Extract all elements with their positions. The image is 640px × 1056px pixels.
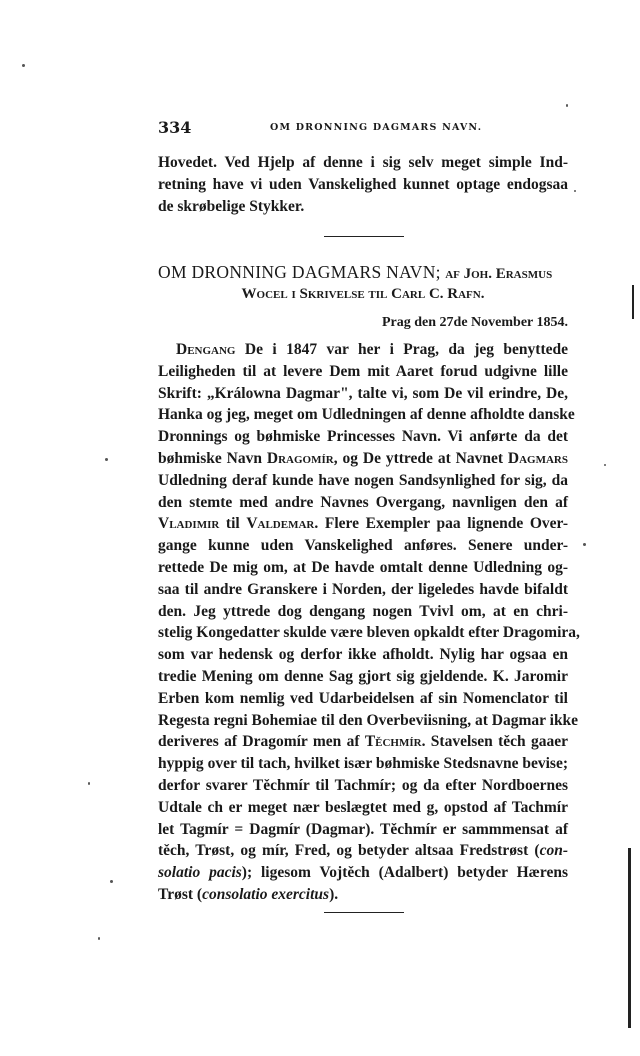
article-subtitle: Wocel i Skrivelse til Carl C. Rafn. <box>241 286 485 302</box>
text-line: bøhmiske Navn Dragomír, og De yttrede at Navnet Dagmars <box>158 449 568 467</box>
text-line: Udledning deraf kunde have nogen Sandsynlighed for sig, da <box>158 471 568 489</box>
text-line: Leiligheden til at levere Dem mit Aaret forud udgivne lille <box>158 362 568 380</box>
text-line: saa til andre Granskere i Norden, der ligeledes havde bifaldt <box>158 580 568 598</box>
text-line: som var hedensk og derfor ikke afholdt. Nylig har ogsaa en <box>158 646 568 664</box>
scan-speck <box>88 782 90 785</box>
text-line: Dengang De i 1847 var her i Prag, da jeg benyttede <box>176 341 568 358</box>
text-line: tredie Mening om denne Sag gjort sig gjeldende. K. Jaromir <box>158 667 568 685</box>
text-line: den. Jeg yttrede dog dengang nogen Tvivl om, at en chri- <box>158 602 568 620</box>
section-divider <box>324 236 404 237</box>
text-line: derfor svarer Těchmír til Tachmír; og da efter Nordboernes <box>158 776 568 794</box>
text-line: Erben kom nemlig ved Udarbeidelsen af sin Nomenclator til <box>158 689 568 707</box>
scan-speck <box>566 104 568 107</box>
scan-speck <box>583 543 586 546</box>
running-title: OM DRONNING DAGMARS NAVN. <box>270 122 483 133</box>
text-line: Trøst (consolatio exercitus). <box>158 885 339 903</box>
text-line: den stemte med andre Navnes Overgang, navnligen den af <box>158 493 568 511</box>
article-dateline: Prag den 27de November 1854. <box>382 315 568 330</box>
page-edge-mark <box>632 285 634 319</box>
text-line: těch, Trøst, og mír, Fred, og betyder altsaa Fredstrøst (con- <box>158 842 568 860</box>
text-line: Hanka og jeg, meget om Udledningen af denne afholdte danske <box>158 406 575 424</box>
article-title <box>158 262 568 283</box>
scan-speck <box>98 937 100 940</box>
page-number: 334 <box>158 118 192 137</box>
text-line: Vladimir til Valdemar. Flere Exempler paa lignende Over- <box>158 515 568 533</box>
text-line: Hovedet. Ved Hjelp af denne i sig selv meget simple Ind- <box>158 154 568 171</box>
text-line: solatio pacis); ligesom Vojtěch (Adalbert) betyder Hærens <box>158 864 568 882</box>
text-line: Skrift: „Králowna Dagmar", talte vi, som De vil erindre, De, <box>158 384 568 402</box>
intro-paragraph <box>158 152 568 217</box>
text-line: hyppig over til tach, hvilket især bøhmiske Stedsnavne bevise; <box>158 755 568 773</box>
text-line: let Tagmír = Dagmír (Dagmar). Těchmír er sammmensat af <box>158 820 568 838</box>
text-line: gange kunne uden Vanskelighed anføres. Senere under- <box>158 537 568 555</box>
page-edge-mark <box>628 848 631 1028</box>
text-line: Dronnings og bøhmiske Princesses Navn. Vi anførte da det <box>158 428 568 446</box>
article-body <box>158 339 580 906</box>
text-line: Regesta regni Bohemiae til den Overbeviisning, at Dagmar ikke <box>158 711 579 729</box>
section-divider-end <box>324 912 404 913</box>
text-line: Udtale ch er meget nær beslægtet med g, opstod af Tachmír <box>158 798 568 816</box>
scan-speck <box>105 458 108 461</box>
article-author: af Joh. Erasmus <box>445 266 553 282</box>
text-line: de skrøbelige Stykker. <box>158 197 305 215</box>
text-line: rettede De mig om, at De havde omtalt denne Udledning og- <box>158 558 568 576</box>
scan-speck <box>110 880 113 883</box>
text-line: deriveres af Dragomír men af Těchmír. Stavelsen těch gaaer <box>158 733 568 751</box>
scan-speck <box>574 190 576 192</box>
text-line: stelig Kongedatter skulde være bleven opkaldt efter Dragomira, <box>158 624 580 642</box>
scan-speck <box>22 64 25 67</box>
text-line: retning have vi uden Vanskelighed kunnet optage endogsaa <box>158 175 568 193</box>
article-title-main: OM DRONNING DAGMARS NAVN; <box>158 262 441 282</box>
scan-speck <box>604 464 606 466</box>
